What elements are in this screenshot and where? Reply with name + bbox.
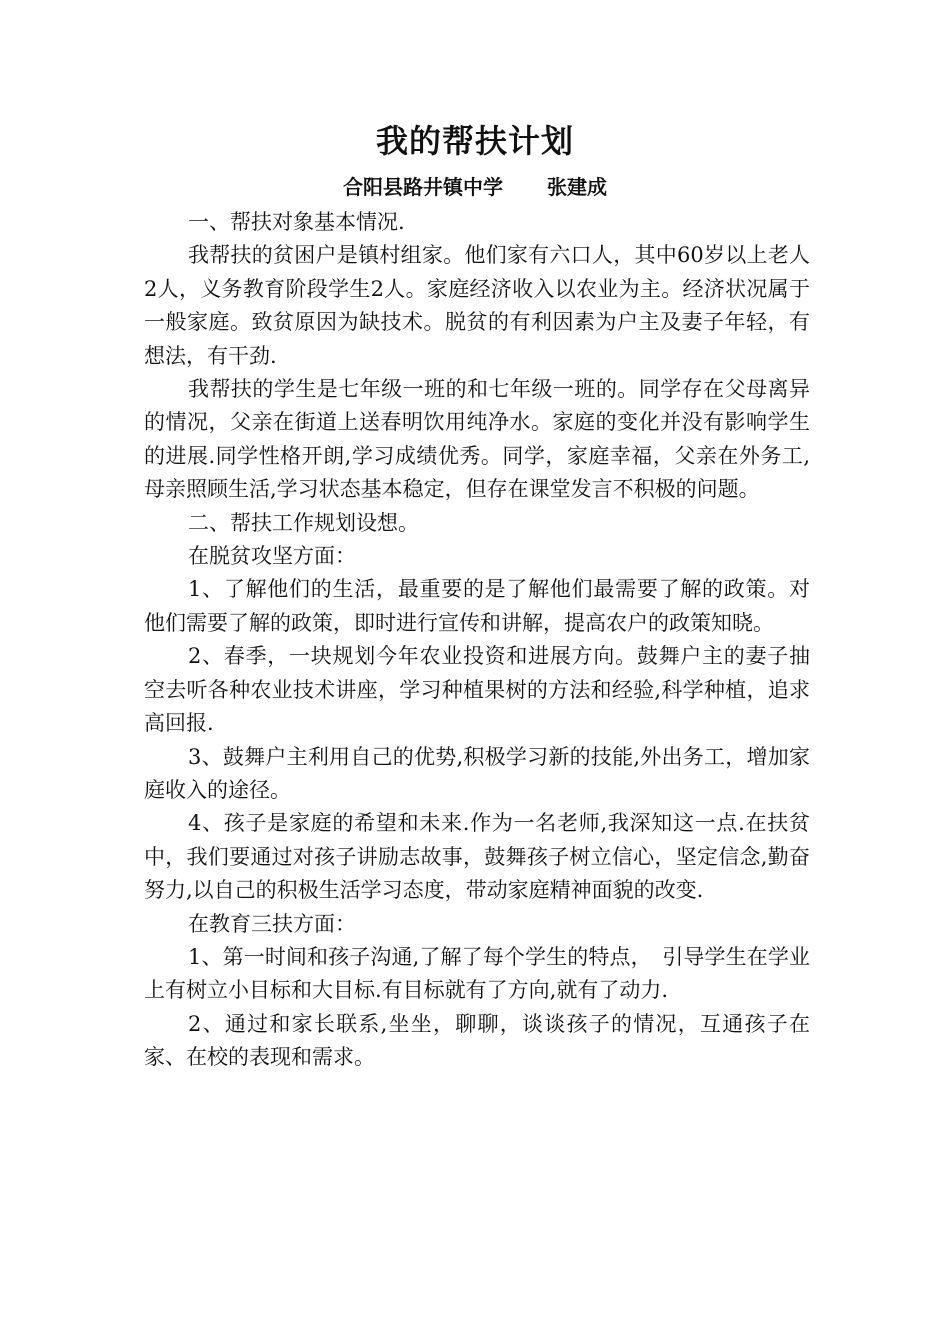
list-item: 1、了解他们的生活，最重要的是了解他们最需要了解的政策。对他们需要了解的政策，即时进行宣传和讲解，提高农户的政策知晓。 xyxy=(144,577,810,635)
list-item: 4、孩子是家庭的希望和未来.作为一名老师,我深知这一点.在扶贫中，我们要通过对孩子讲励志故事，鼓舞孩子树立信心，坚定信念,勤奋努力,以自己的积极生活学习态度，带动家庭精神面貌的改变. xyxy=(144,811,810,903)
list-item: 1、第一时间和孩子沟通,了解了每个学生的特点， 引导学生在学业上有树立小目标和大目标.有目标就有了方向,就有了动力. xyxy=(144,944,810,1003)
list-item: 2、通过和家长联系,坐坐，聊聊，谈谈孩子的情况，互通孩子在家、在校的表现和需求。 xyxy=(144,1011,810,1070)
subsection-heading: 在脱贫攻坚方面： xyxy=(188,544,356,569)
author-school: 合阳县路井镇中学 xyxy=(343,175,503,199)
body-paragraph: 我帮扶的贫困户是镇村组家。他们家有六口人，其中60岁以上老人2人，义务教育阶段学生2人。家庭经济收入以农业为主。经济状况属于一般家庭。致贫原因为缺技术。脱贫的有利因素为户主及妻子年轻，有想法，有干劲. xyxy=(144,243,810,368)
author-line xyxy=(0,172,950,202)
author-name: 张建成 xyxy=(547,175,607,199)
document-title: 我的帮扶计划 xyxy=(375,122,574,160)
list-item: 3、鼓舞户主利用自己的优势,积极学习新的技能,外出务工，增加家庭收入的途径。 xyxy=(144,744,810,802)
section-heading: 二、帮扶工作规划设想。 xyxy=(188,510,419,535)
body-paragraph: 我帮扶的学生是七年级一班的和七年级一班的。同学存在父母离异的情况，父亲在街道上送春明饮用纯净水。家庭的变化并没有影响学生的进展.同学性格开朗,学习成绩优秀。同学，家庭幸福，父亲在外务工,母亲照顾生活,学习状态基本稳定，但存在课堂发言不积极的问题。 xyxy=(144,377,810,502)
subsection-heading: 在教育三扶方面： xyxy=(188,911,356,936)
section-heading: 一、帮扶对象基本情况. xyxy=(188,210,405,234)
list-item: 2、春季，一块规划今年农业投资和进展方向。鼓舞户主的妻子抽空去听各种农业技术讲座，学习种植果树的方法和经验,科学种植，追求高回报. xyxy=(144,644,810,736)
document-body xyxy=(144,206,810,1075)
